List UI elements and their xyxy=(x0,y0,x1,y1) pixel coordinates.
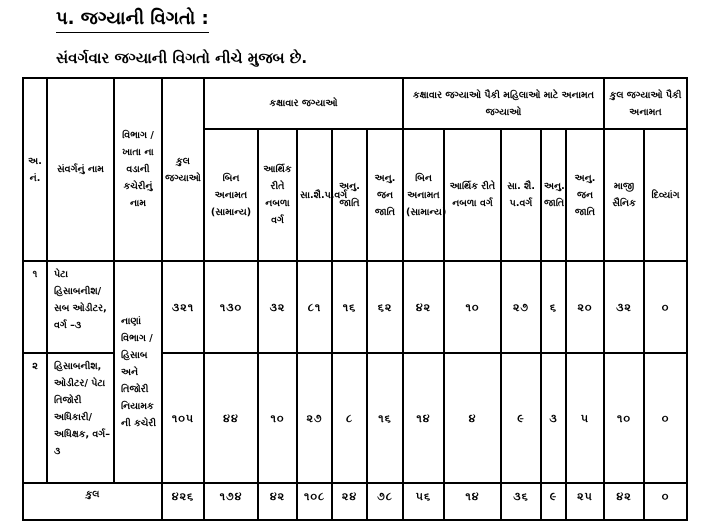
row-women-general: ૧૪ xyxy=(403,353,444,483)
header-divyang: દિવ્યાંગ xyxy=(644,129,687,261)
header-women-sebc: સા. શૈ. પ.વર્ગ xyxy=(501,129,541,261)
header-women-general: બિન અનામત (સામાન્ય) xyxy=(403,129,444,261)
row-women-general: ૪૨ xyxy=(403,261,444,353)
header-group-category: કક્ષાવાર જગ્યાઓ xyxy=(204,78,403,129)
total-cat-sebc: ૧૦૮ xyxy=(297,483,332,520)
row-divyang: ૦ xyxy=(644,353,687,483)
header-cat-ews: આર્થિક રીતે નબળા વર્ગ xyxy=(258,129,297,261)
row-women-st: ૨૦ xyxy=(566,261,604,353)
header-women-sc: અનુ. જાતિ xyxy=(541,129,566,261)
total-ex-servicemen: ૪૨ xyxy=(604,483,644,520)
header-department: વિભાગ /ખાતા ના વડાની કચેરીનું નામ xyxy=(114,78,162,261)
row-cadre: હિસાબનીશ, ઓડીટર/ પેટા તિજોરી અધિકારી/ અધિક્ષક, વર્ગ–૩ xyxy=(47,353,114,483)
header-group-reserved: કુલ જગ્યાઓ પૈકી અનામત xyxy=(604,78,687,129)
header-cat-sc: અનુ. જાતિ xyxy=(332,129,367,261)
total-women-sebc: ૩૬ xyxy=(501,483,541,520)
row-women-ews: ૧૦ xyxy=(444,261,501,353)
header-cat-st: અનુ. જન જાતિ xyxy=(367,129,403,261)
row-cat-sebc: ૮૧ xyxy=(297,261,332,353)
header-sr-no: અ. નં. xyxy=(23,78,47,261)
row-women-sebc: ૨૭ xyxy=(501,261,541,353)
row-cat-st: ૬૨ xyxy=(367,261,403,353)
row-cat-ews: ૧૦ xyxy=(258,353,297,483)
table-row xyxy=(23,261,687,353)
posts-table xyxy=(22,77,688,521)
row-total: ૩૨૧ xyxy=(162,261,204,353)
row-divyang: ૦ xyxy=(644,261,687,353)
row-women-ews: ૪ xyxy=(444,353,501,483)
total-cat-sc: ૨૪ xyxy=(332,483,367,520)
total-women-general: ૫૬ xyxy=(403,483,444,520)
row-women-st: ૫ xyxy=(566,353,604,483)
row-cat-sc: ૧૬ xyxy=(332,261,367,353)
row-cat-st: ૧૬ xyxy=(367,353,403,483)
header-women-ews: આર્થિક રીતે નબળા વર્ગ xyxy=(444,129,501,261)
header-group-women: કક્ષાવાર જગ્યાઓ પૈકી મહિલાઓ માટે અનામત જગ્યાઓ xyxy=(403,78,604,129)
header-ex-servicemen: માજી સૈનિક xyxy=(604,129,644,261)
total-row xyxy=(23,483,687,520)
header-total-posts: કુલ જગ્યાઓ xyxy=(162,78,204,261)
total-cat-ews: ૪૨ xyxy=(258,483,297,520)
row-women-sebc: ૯ xyxy=(501,353,541,483)
total-cat-st: ૭૮ xyxy=(367,483,403,520)
header-cadre-name: સંવર્ગનું નામ xyxy=(47,78,114,261)
total-women-sc: ૯ xyxy=(541,483,566,520)
row-cadre: પેટા હિસાબનીશ/ સબ ઓડીટર, વર્ગ –૩ xyxy=(47,261,114,353)
row-women-sc: ૬ xyxy=(541,261,566,353)
total-women-ews: ૧૪ xyxy=(444,483,501,520)
total-cat-general: ૧૭૪ xyxy=(204,483,258,520)
row-sr: ૧ xyxy=(23,261,47,353)
section-heading: પ. જગ્યાની વિગતો : xyxy=(56,8,209,33)
row-women-sc: ૩ xyxy=(541,353,566,483)
row-sr: ૨ xyxy=(23,353,47,483)
row-total: ૧૦૫ xyxy=(162,353,204,483)
row-ex-servicemen: ૧૦ xyxy=(604,353,644,483)
header-cat-general: બિન અનામત (સામાન્ય) xyxy=(204,129,258,261)
header-women-st: અનુ. જન જાતિ xyxy=(566,129,604,261)
total-posts: ૪૨૬ xyxy=(162,483,204,520)
total-label: કુલ xyxy=(23,483,162,520)
header-cat-sebc: સા.શૈ.પ.વર્ગ xyxy=(297,129,332,261)
total-women-st: ૨૫ xyxy=(566,483,604,520)
row-cat-general: ૧૩૦ xyxy=(204,261,258,353)
total-divyang: ૦ xyxy=(644,483,687,520)
section-subheading: સંવર્ગવાર જગ્યાની વિગતો નીચે મુજબ છે. xyxy=(56,49,308,67)
department-cell: નાણાં વિભાગ / હિસાબ અને તિજોરી નિયામક ની કચેરી xyxy=(114,261,162,483)
row-ex-servicemen: ૩૨ xyxy=(604,261,644,353)
row-cat-ews: ૩૨ xyxy=(258,261,297,353)
row-cat-sc: ૮ xyxy=(332,353,367,483)
row-cat-sebc: ૨૭ xyxy=(297,353,332,483)
row-cat-general: ૪૪ xyxy=(204,353,258,483)
